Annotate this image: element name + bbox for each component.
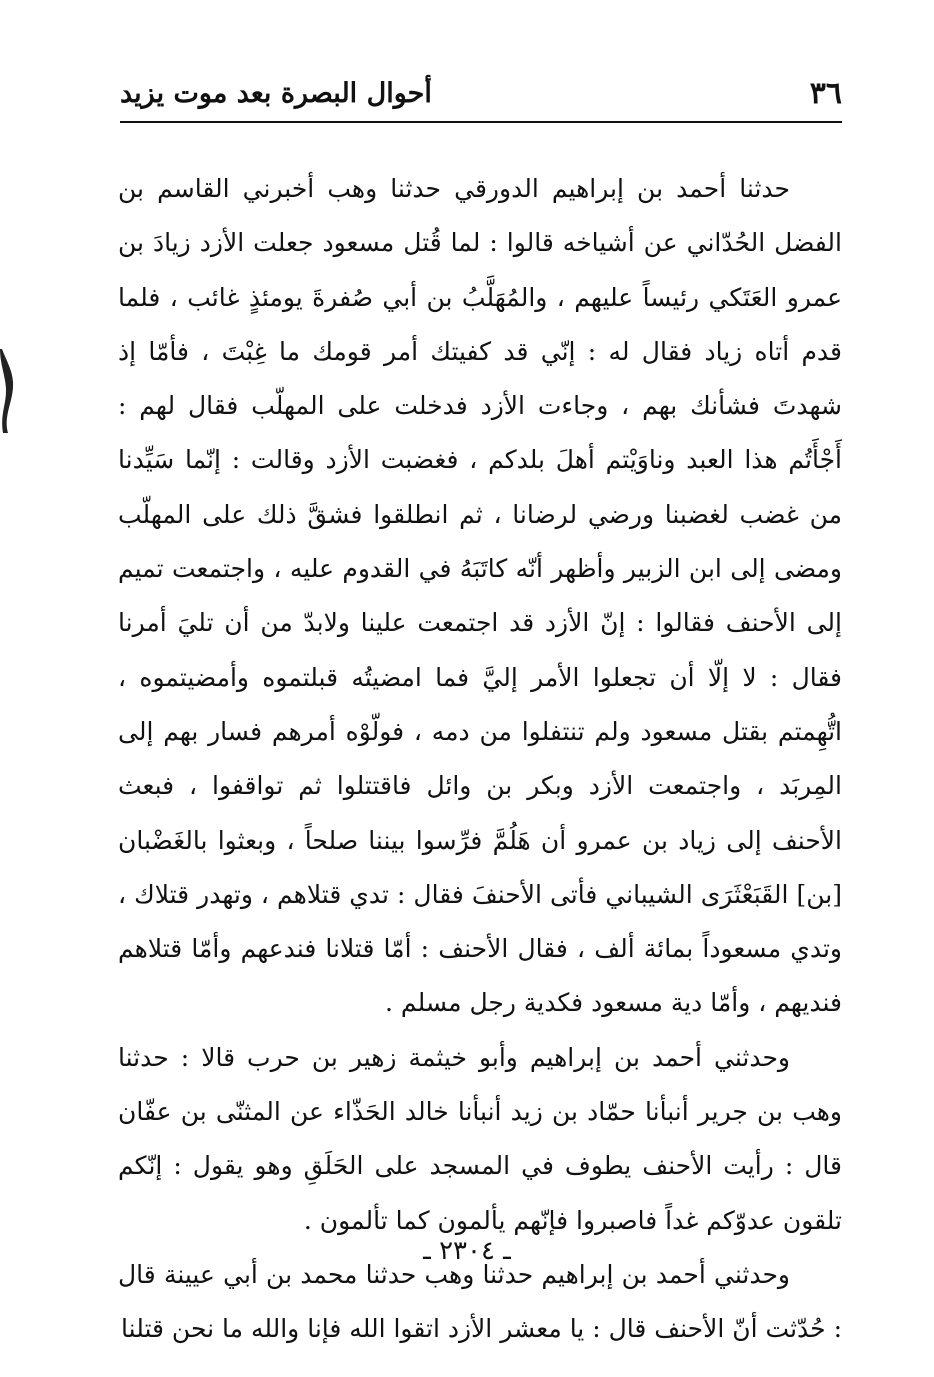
page-number: ٣٦ — [809, 76, 842, 111]
paragraph-2: وحدثني أحمد بن إبراهيم وأبو خيثمة زهير بن حرب قالا : حدثنا وهب بن جرير أنبأنا حمّاد بن زيد أنبأنا خالد الحَذّاء عن المثنّى بن عفّان قال : رأيت الأحنف يطوف في المسجد على الحَلَقِ وهو يقول : إنّكم تلقون عدوّكم غداً فاصبروا فإنّهم يألمون كما تألمون . — [118, 1042, 842, 1235]
scan-edge-mark — [0, 345, 22, 435]
running-header — [120, 74, 842, 122]
running-title: أحوال البصرة بعد موت يزيد — [120, 78, 432, 109]
paragraph-1: حدثنا أحمد بن إبراهيم الدورقي حدثنا وهب أخبرني القاسم بن الفضل الحُدّاني عن أشياخه قالوا : لما قُتل مسعود جعلت الأزد زيادَ بن عمرو العَتَكي رئيساً عليهم ، والمُهَلَّبُ بن أبي صُفرةَ يومئذٍ غائب ، فلما قدم أتاه زياد فقال له : إنّي قد كفيتك أمر قومك ما غِبْتَ ، فأمّا إذ شهدتَ فشأنك بهم ، وجاءت الأزد فدخلت على المهلّب فقال لهم : أَجْأَتُم هذا العبد وناوَيْتم أهلَ بلدكم ، فغضبت الأزد وقالت : إنّما سَيِّدنا من غضب لغضبنا ورضي لرضانا ، ثم انطلقوا فشقَّ ذلك على المهلّب ومضى إلى ابن الزبير وأظهر أنّه كاتَبَهُ في القدوم عليه ، واجتمعت تميم إلى الأحنف فقالوا : إنّ الأزد قد اجتمعت علينا ولابدّ من أن تليَ أمرنا فقال : لا إلّا أن تجعلوا الأمر إليَّ فما امضيتُه قبلتموه وأمضيتموه ، اتُّهِمتم بقتل مسعود ولم تنتفلوا من دمه ، فولّوْه أمرهم فسار بهم إلى المِربَد ، واجتمعت الأزد وبكر بن وائل فاقتتلوا ثم تواقفوا ، فبعث الأحنف إلى زياد بن عمرو أن هَلُمَّ فرِّسوا بيننا صلحاً ، وبعثوا بالغَضْبان [بن] القَبَعْثَرَى الشيباني فأتى الأحنفَ فقال : تدي قتلاهم ، وتهدر قتلاك ، وتدي مسعوداً بمائة ألف ، فقال الأحنف : أمّا قتلانا فندعهم وأمّا قتلاهم فنديهم ، وأمّا دية مسعود فكدية رجل مسلم . — [118, 174, 842, 1018]
paragraph-3: وحدثني أحمد بن إبراهيم حدثنا وهب حدثنا محمد بن أبي عيينة قال : حُدّثت أنّ الأحنف قال : يا معشر الأزد اتقوا الله فإنا والله ما نحن قتلنا — [118, 1259, 842, 1344]
header-divider — [120, 121, 842, 123]
footer-page-marker: ـ ٢٣٠٤ ـ — [423, 1236, 511, 1266]
main-text — [118, 162, 842, 1357]
